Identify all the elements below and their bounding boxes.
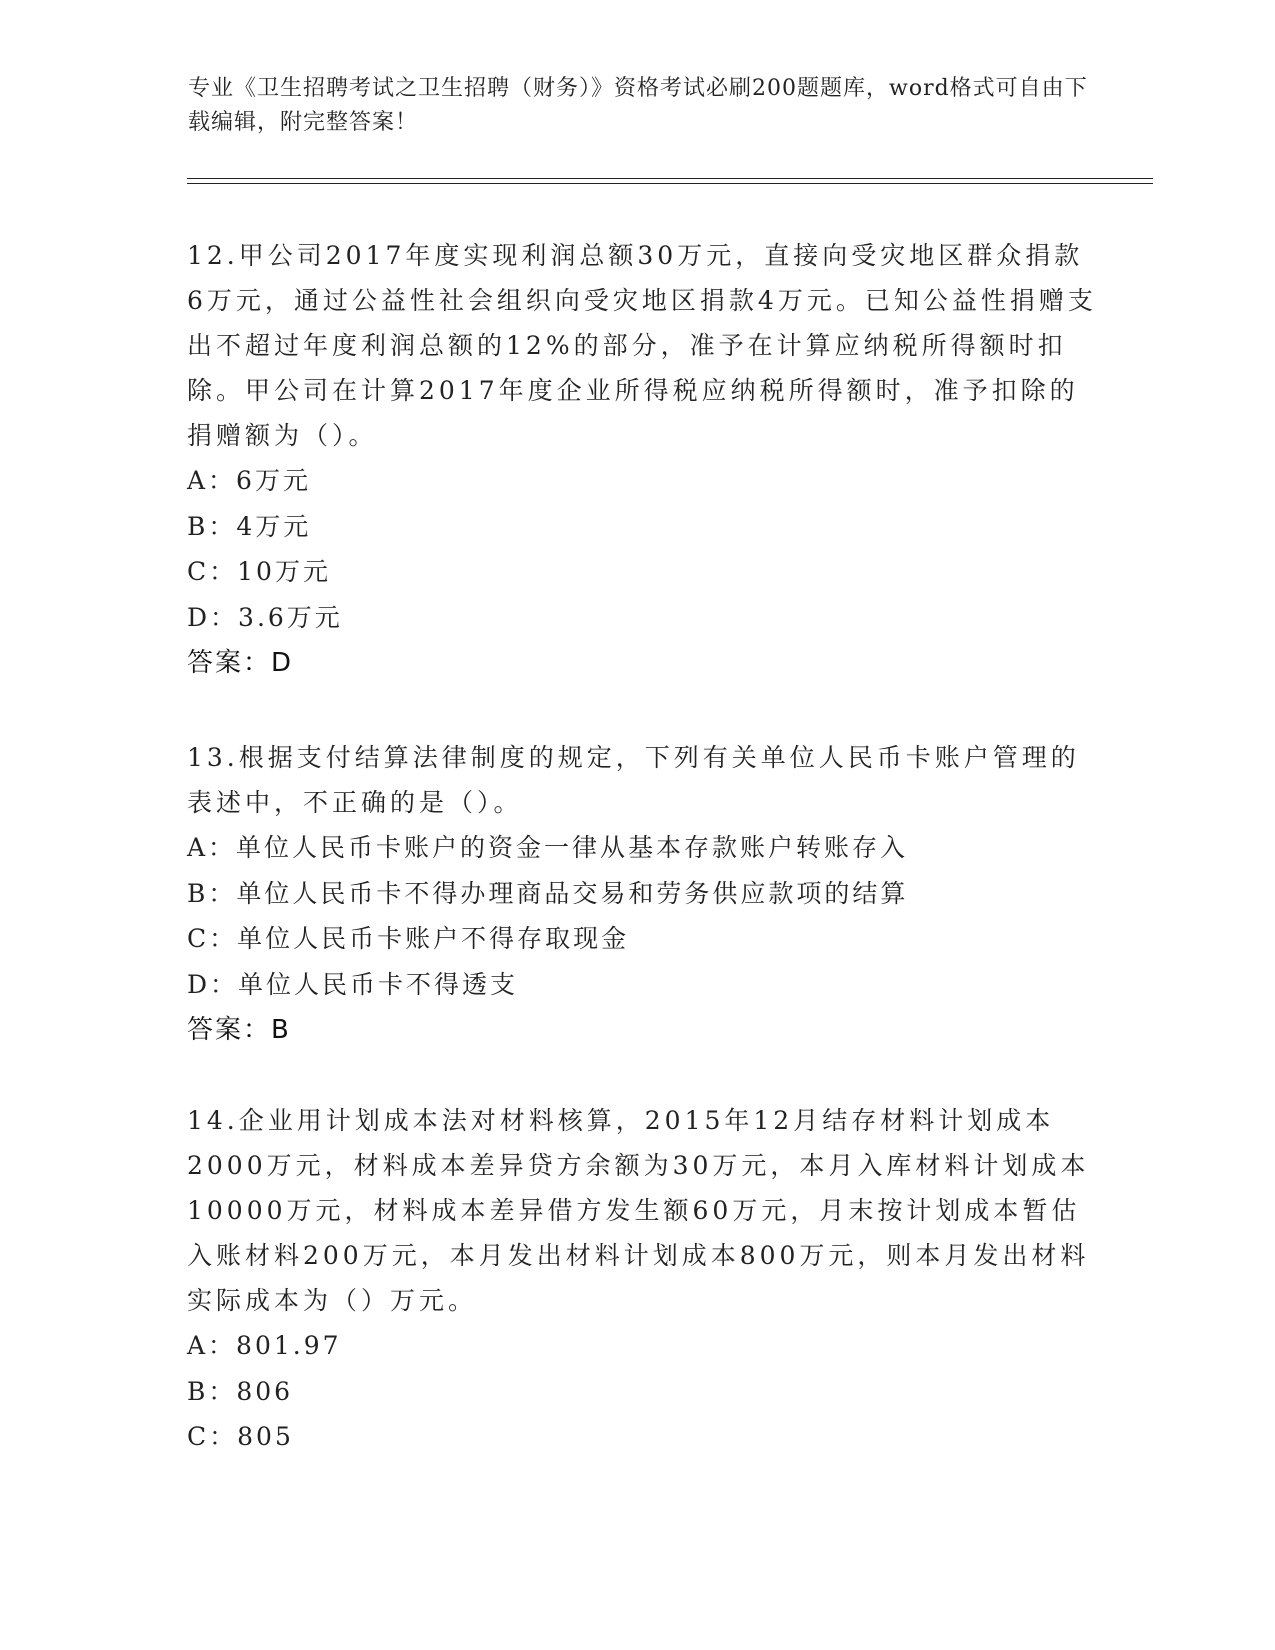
question-14 [187, 1098, 1097, 1460]
option-a: A：6万元 [187, 466, 311, 495]
question-stem: 13.根据支付结算法律制度的规定，下列有关单位人民币卡账户管理的表述中，不正确的是（）。 [187, 743, 1080, 817]
option-c: C：10万元 [187, 557, 331, 586]
option-d: D：3.6万元 [187, 602, 343, 632]
option-c: C：805 [187, 1422, 294, 1451]
document-header [188, 72, 1088, 140]
option-b: B：4万元 [187, 511, 312, 541]
question-stem: 14.企业用计划成本法对材料核算，2015年12月结存材料计划成本2000万元，材料成本差异贷方余额为30万元，本月入库材料计划成本10000万元，材料成本差异借方发生额60万元，月末按计划成本暂估入账材料200万元，本月发出材料计划成本800万元，则本月发出材料实际成本为（）万元。 [187, 1106, 1090, 1315]
option-a: A：801.97 [187, 1331, 342, 1360]
question-stem: 12.甲公司2017年度实现利润总额30万元，直接向受灾地区群众捐款6万元，通过公益性社会组织向受灾地区捐款4万元。已知公益性捐赠支出不超过年度利润总额的12%的部分，准予在计算应纳税所得额时扣除。甲公司在计算2017年度企业所得税应纳税所得额时，准予扣除的捐赠额为（）。 [187, 241, 1097, 450]
header-title: 专业《卫生招聘考试之卫生招聘（财务）》资格考试必刷200题题库，word格式可自由下载编辑，附完整答案！ [188, 76, 1088, 135]
option-a: A：单位人民币卡账户的资金一律从基本存款账户转账存入 [187, 833, 909, 862]
option-c: C：单位人民币卡账户不得存取现金 [187, 924, 630, 953]
header-divider-top [187, 178, 1153, 179]
option-d: D：单位人民币卡不得透支 [187, 969, 519, 999]
option-b: B：806 [187, 1376, 294, 1406]
answer-line: 答案：B [187, 1015, 291, 1045]
header-divider-bottom [187, 183, 1153, 184]
question-13 [187, 735, 1097, 1053]
answer-line: 答案：D [187, 648, 294, 678]
question-12 [187, 233, 1097, 686]
option-b: B：单位人民币卡不得办理商品交易和劳务供应款项的结算 [187, 878, 909, 908]
